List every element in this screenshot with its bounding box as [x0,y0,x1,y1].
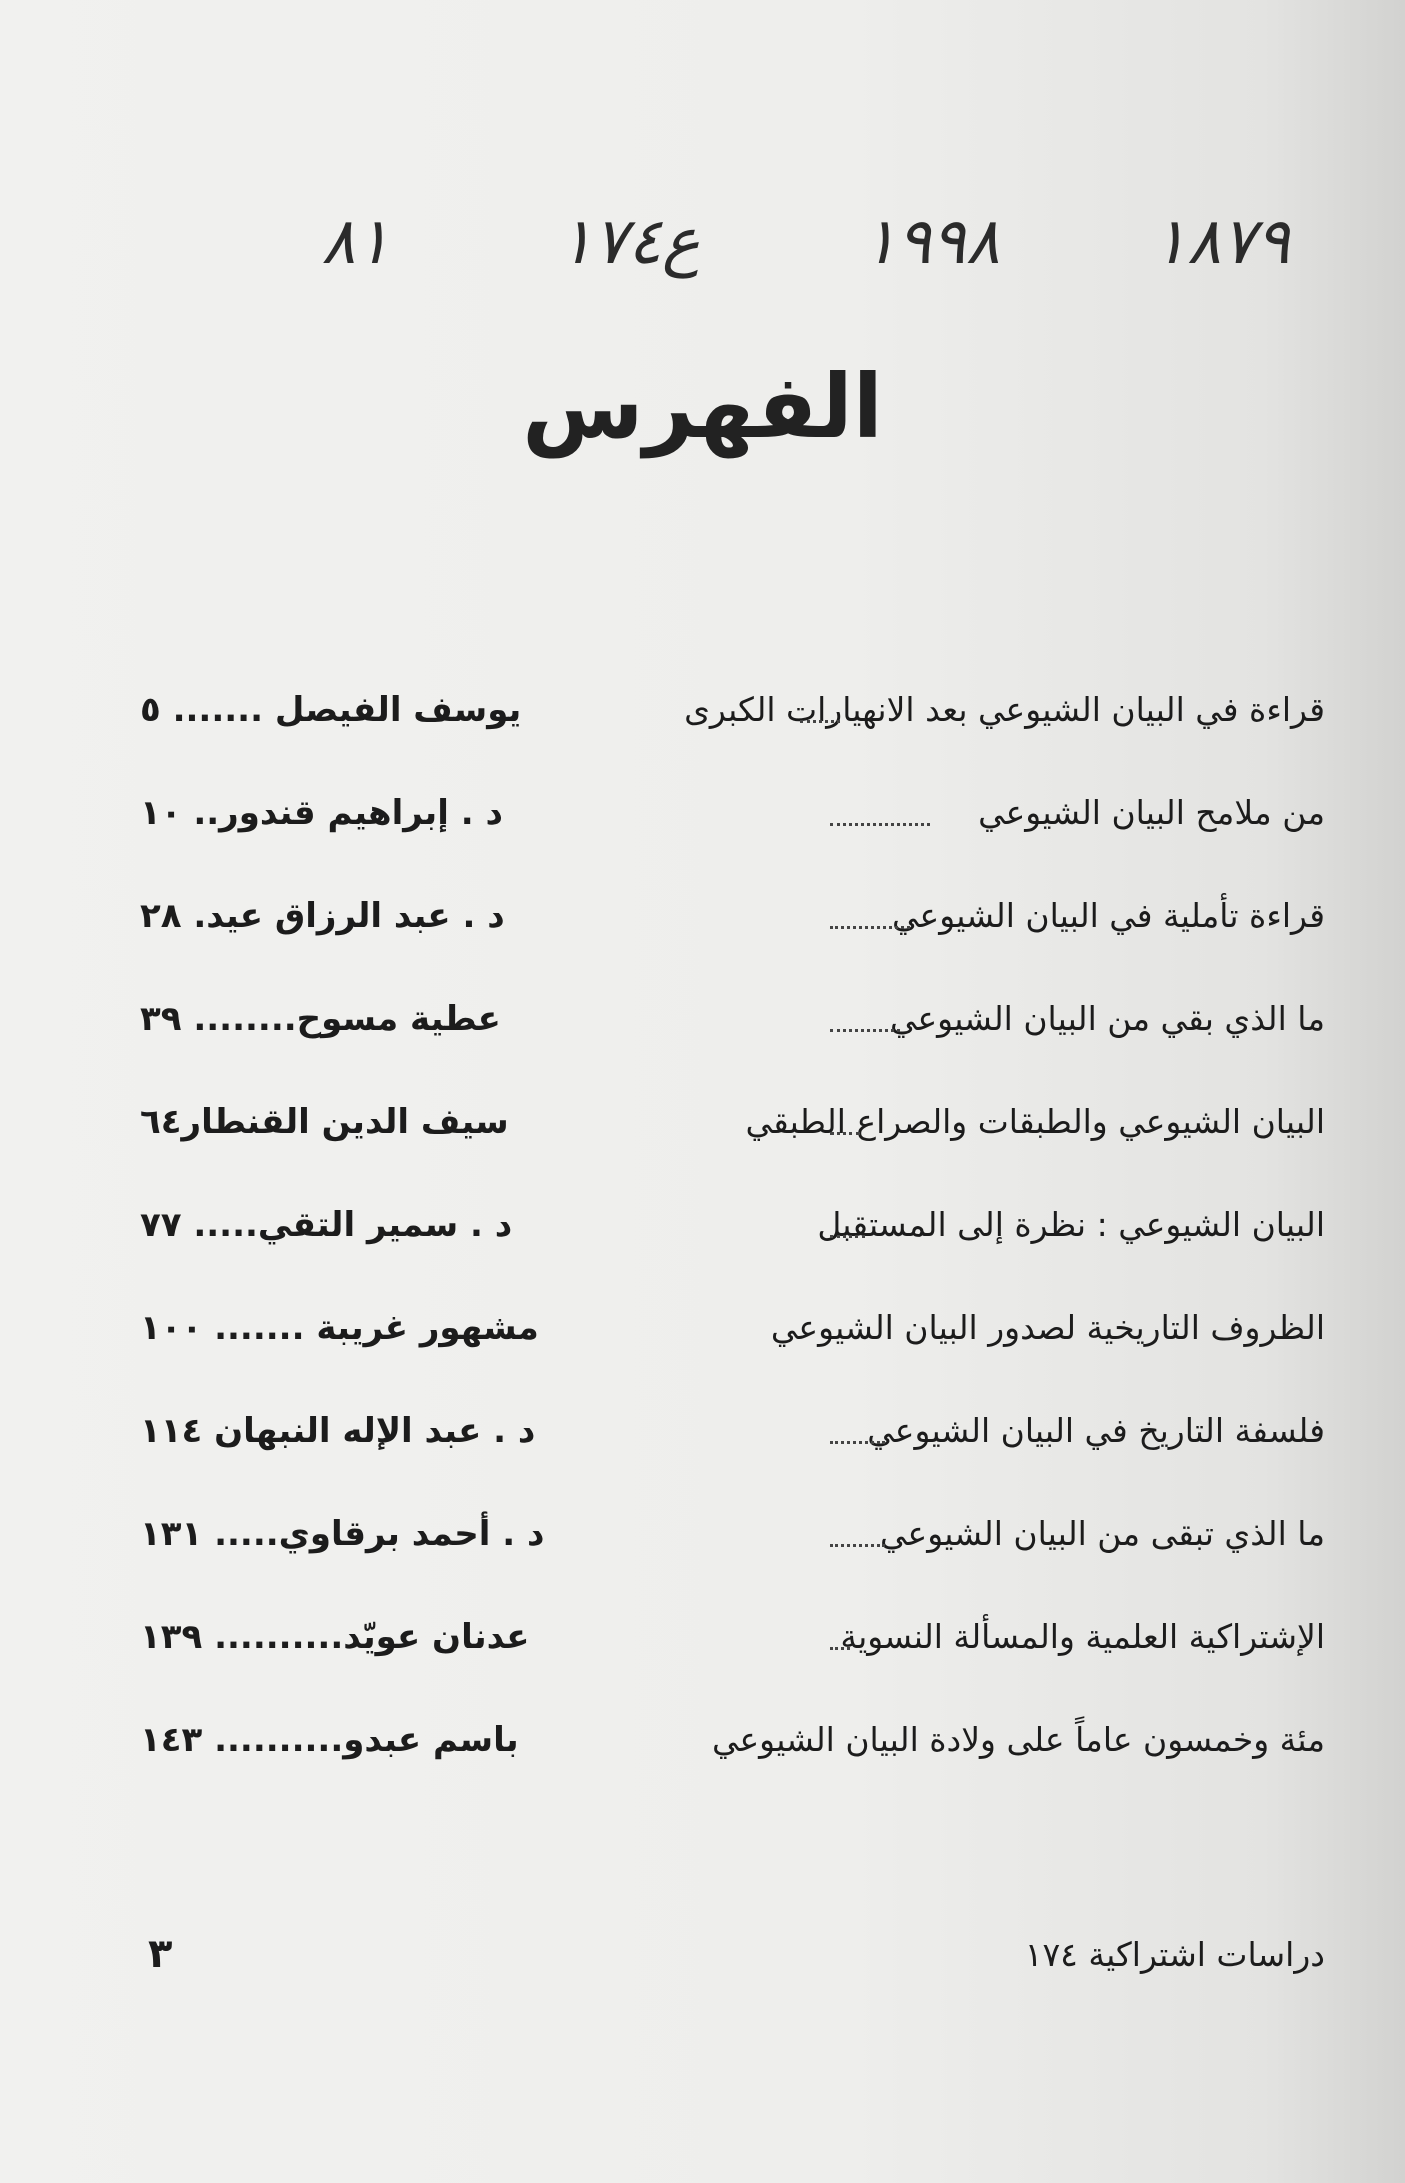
entry-title: قراءة تأملية في البيان الشيوعي [892,896,1325,935]
entry-author-page: د . أحمد برقاوي..... ١٣١ [140,1514,545,1554]
entry-author-page: د . عبد الرزاق عيد. ٢٨ [140,896,505,936]
entry-author-page: د . عبد الإله النبهان ١١٤ [140,1411,536,1451]
bleed-through [140,60,1260,140]
dot-leader [830,823,930,826]
toc-entry [140,1308,1325,1411]
entry-author-page: سيف الدين القنطار٦٤ [140,1102,509,1142]
page-footer [140,1931,1325,1995]
page-title: الفهرس [522,355,883,458]
toc-entry [140,690,1325,793]
toc-entry [140,1617,1325,1720]
entry-title: ما الذي بقي من البيان الشيوعي [889,999,1325,1038]
dot-leader [830,926,910,929]
handwritten-number-1: ١٨٧٩ [1152,205,1290,279]
dot-leader [830,1647,850,1650]
page-number: ٣ [148,1931,173,1977]
publication-name: دراسات اشتراكية ١٧٤ [1024,1935,1325,1974]
toc-entry [140,896,1325,999]
entry-author-page: د . إبراهيم قندور.. ١٠ [140,793,503,833]
entry-title: مئة وخمسون عاماً على ولادة البيان الشيوعي [711,1720,1325,1759]
toc-entry [140,1720,1325,1823]
dot-leader [830,1441,885,1444]
toc-entry [140,793,1325,896]
dot-leader [830,1132,860,1135]
entry-title: ما الذي تبقى من البيان الشيوعي [880,1514,1325,1553]
toc-entry [140,1205,1325,1308]
dot-leader [830,1544,885,1547]
entry-author-page: عدنان عويّد.......... ١٣٩ [140,1617,530,1657]
dot-leader [830,1029,900,1032]
handwritten-annotation [230,205,1290,315]
entry-title: من ملامح البيان الشيوعي [978,793,1325,832]
entry-author-page: د . سمير التقي..... ٧٧ [140,1205,513,1245]
dot-leader [800,720,840,723]
toc-entry [140,1411,1325,1514]
entry-title: فلسفة التاريخ في البيان الشيوعي [867,1411,1325,1450]
entry-title: الإشتراكية العلمية والمسألة النسوية [840,1617,1325,1656]
handwritten-number-3: ع١٧٤ [558,205,700,279]
dot-leader [830,1235,865,1238]
entry-author-page: عطية مسوح........ ٣٩ [140,999,501,1039]
entry-author-page: باسم عبدو.......... ١٤٣ [140,1720,519,1760]
entry-title: قراءة في البيان الشيوعي بعد الانهيارات الكبرى [684,690,1325,729]
entry-title: البيان الشيوعي : نظرة إلى المستقبل [817,1205,1325,1244]
toc-entry [140,1514,1325,1617]
handwritten-number-4: ٨١ [321,205,390,279]
entry-author-page: يوسف الفيصل ....... ٥ [140,690,522,730]
entry-author-page: مشهور غريبة ....... ١٠٠ [140,1308,539,1348]
entry-title: البيان الشيوعي والطبقات والصراع الطبقي [745,1102,1325,1141]
table-of-contents [140,690,1325,1823]
toc-entry [140,1102,1325,1205]
handwritten-number-2: ١٩٩٨ [862,205,1000,279]
entry-title: الظروف التاريخية لصدور البيان الشيوعي [770,1308,1325,1347]
toc-entry [140,999,1325,1102]
